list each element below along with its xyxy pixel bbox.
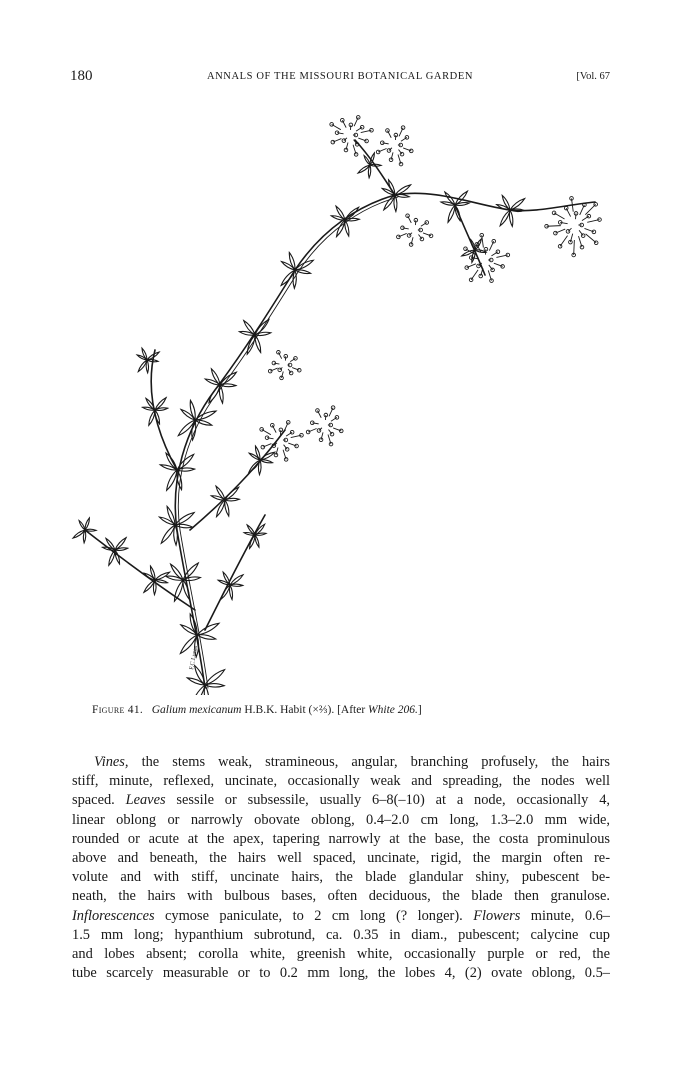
leaf [510,198,525,210]
leaf [219,385,223,403]
leaf [281,262,295,270]
flower [289,371,293,375]
leaf [85,518,89,530]
flower [405,136,409,140]
leaf-whorl [137,348,159,373]
leaf [225,500,229,516]
leaf [85,529,96,531]
pedicel [574,240,575,255]
leaf [209,385,220,403]
text-line: Inflorescences cymose paniculate, to 2 cm long (? longer). Flowers minute, 0.6– [72,907,610,924]
leaf [161,525,175,543]
flower [330,432,334,436]
leaf [175,513,194,525]
leaf [448,205,455,222]
leaf-whorl [331,206,359,237]
leaf [181,409,195,420]
leaf-whorl [218,572,243,600]
pedicel [402,228,408,229]
flower-cluster [330,116,373,157]
leaf [115,550,120,564]
leaf [205,670,225,685]
leaf-whorl [205,369,236,403]
plant-illustration [55,110,625,695]
pedicel [382,143,388,144]
leaf-whorl [249,446,275,475]
leaf [260,460,273,463]
flower [406,214,410,218]
pedicel [312,423,318,424]
leaf-whorl [244,524,266,548]
leaf [190,400,195,420]
pedicel [576,213,577,219]
flower-cluster [306,406,343,446]
text-line: stiff, minute, reflexed, uncinate, occasionally weak and spreading, the nodes well [72,773,610,790]
main-stem [175,193,595,688]
galium-habit-drawing [55,110,625,695]
leaf [155,580,168,583]
flower [294,357,298,361]
volume-number: [Vol. 67 [576,71,610,82]
text-line: and lobes absent; corolla white, greenish white, occasionally purple or red, the [72,945,610,962]
text-line: rounded or acute at the apex, tapering narrowly at the base, the costa prominulous [72,830,610,847]
flower-cluster [268,351,301,380]
flower [492,239,496,243]
figure-caption [92,704,592,716]
leaf-whorl [102,538,127,566]
leaf-whorl [382,180,411,212]
page-number: 180 [70,68,93,84]
description-paragraph [72,753,610,983]
leaf [211,369,220,385]
text-line: spaced. Leaves sessile or subsessile, usually 6–8(–10) at a node, occasionally 4, [72,792,610,809]
pedicel [274,363,280,364]
caption-text: H.B.K. Habit (×⅔). [After [241,704,369,716]
leaf-whorl [211,486,239,517]
leaf [255,535,259,547]
leaf [192,685,205,695]
leaf-whorl [159,506,194,545]
leaf [159,517,175,525]
text-line: above and beneath, the hairs well spaced, uncinate, rigid, the margin often re- [72,849,610,866]
flower [306,430,310,434]
flower [330,123,334,127]
caption-source: White 206. [368,704,418,716]
text-line: Vines, the stems weak, stramineous, angular, branching profusely, the hairs [94,754,610,770]
flower [387,149,391,153]
flower [286,421,290,425]
text-line: volute and with stiff, uncinate hairs, the blade glandular shiny, pubescent be- [72,869,610,886]
leaf-whorl [142,398,167,426]
leaf [187,678,205,685]
text-line: 1.5 mm long; hypanthium subrotund, ca. 0.35 in diam., pubescent; calycine cup [72,926,610,943]
flower [401,126,405,130]
flower [420,237,424,241]
journal-title: ANNALS OF THE MISSOURI BOTANICAL GARDEN [206,71,474,82]
upper-branch [355,140,395,195]
flower-cluster [397,214,433,246]
leaf [167,506,175,525]
flower [491,268,495,272]
flower [400,152,404,156]
leaf [509,210,512,226]
leaf-whorl [73,518,96,543]
leaf-whorl [160,453,194,490]
text-line: neath, the hairs with bulbous bases, often deciduous, the blade then granulose. [72,888,610,905]
caption-close: ] [417,704,422,716]
flower-cluster [376,126,413,166]
flower [285,448,289,452]
artist-signature: F.C.Lucas [189,645,200,671]
text-line: tube scarcely measurable or to 0.2 mm long, the lobes 4, (2) ovate oblong, 0.5– [72,965,610,982]
flower [425,221,429,225]
flower [278,368,282,372]
leaf-whorl [178,400,216,440]
running-head [70,68,610,88]
main-stem-inner [178,197,398,688]
middle-branch [190,430,285,530]
text-line: linear oblong or narrowly obovate oblong, 0.4–2.0 cm long, 1.3–2.0 mm wide, [72,811,610,828]
pedicel [491,252,497,256]
species-name: Galium mexicanum [151,704,242,716]
leaf-whorl [497,195,525,226]
leaf [79,521,85,530]
pedicel [582,216,589,220]
leaf [500,210,510,226]
flower [360,125,364,129]
figure-label: Figure 41. [92,704,144,716]
